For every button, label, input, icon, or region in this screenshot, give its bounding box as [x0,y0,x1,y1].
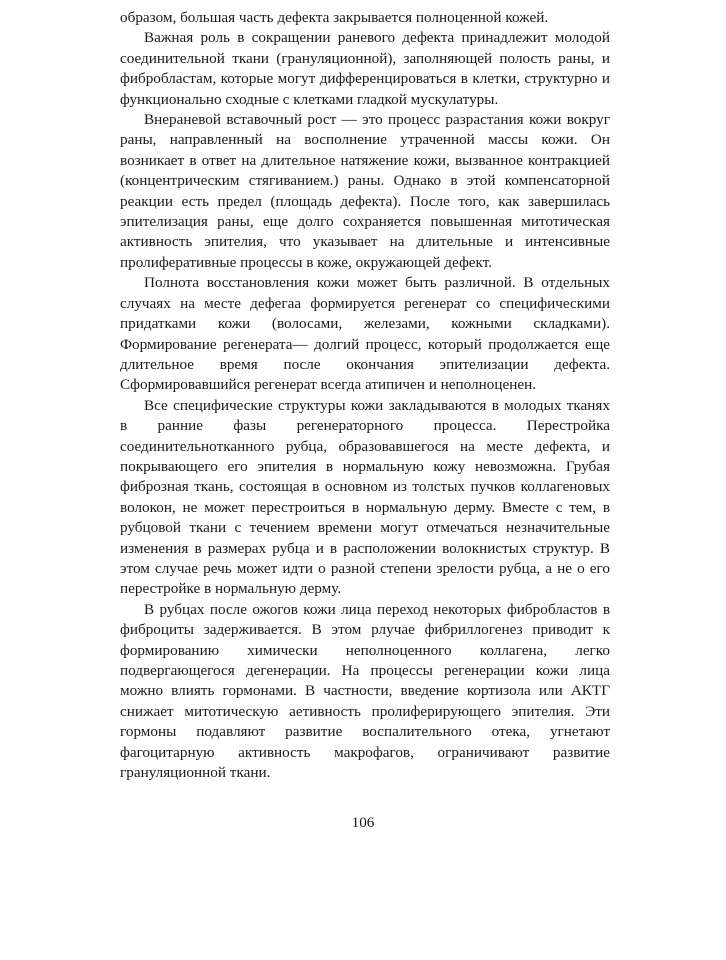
page-body [120,8,610,783]
page-number: 106 [351,814,375,831]
paragraph-continued: образом, большая часть дефекта закрывается полноценной кожей. [120,9,549,26]
paragraph-burn-scars: В рубцах после ожогов кожи лица переход некоторых фибробластов в фиброциты задерживается. В этом рлучае фибриллогенез приводит к формированию химически неполноценного коллагена, легко подвергающегося дегенерации. На процессы регенерации кожи лица можно влиять гормонами. В частности, введение кортизола или АКТГ снижает митотическую аетивность пролиферирующего эпителия. Эти гормоны подавляют развитие воспалительного отека, угнетают фагоцитарную активность макрофагов, ограничивают развитие грануляционной ткани. [120,600,610,782]
paragraph-scar-remodeling: Все специфические структуры кожи закладываются в молодых тканях в ранние фазы регенераторного процесса. Перестройка соединительнотканного рубца, образовавшегося на месте дефекта, и покрывающего его эпителия в нормальную кожу невозможна. Грубая фиброзная ткань, состоящая в основном из толстых пучков коллагеновых волокон, не может перестроиться в нормальную дерму. Вместе с тем, в рубцовой ткани с течением времени могут отмечаться незначительные изменения в размерах рубца и в расположении волокнистых структур. В этом случае речь может идти о разной степени зрелости рубца, а не о его перестройке в нормальную дерму. [120,396,610,598]
paragraph-granulation: Важная роль в сокращении раневого дефекта принадлежит молодой соединительной ткани (грануляционной), заполняющей полость раны, и фибробластам, которые могут дифференцироваться в клетки, структурно и функционально сходные с клетками гладкой мускулатуры. [120,29,610,108]
paragraph-skin-restoration: Полнота восстановления кожи может быть различной. В отдельных случаях на месте дефегаа формируется регенерат со специфическими придатками кожи (волосами, железами, кожными складками). Формирование регенерата— долгий процесс, который продолжается еще длительное время после окончания эпителизации дефекта. Сформировавшийся регенерат всегда атипичен и неполноценен. [120,274,610,394]
paragraph-extrawound-growth: Внераневой вставочный рост — это процесс разрастания кожи вокруг раны, направленный на восполнение утраченной массы кожи. Он возникает в ответ на длительное натяжение кожи, вызванное контракцией (концентрическим стягиванием.) раны. Однако в этой компенсаторной реакции есть предел (площадь дефекта). После того, как завершилась эпителизация раны, еще долго сохраняется повышенная митотическая активность эпителия, что указывает на длительные и интенсивные пролиферативные процессы в коже, окружающей дефект. [120,111,610,271]
